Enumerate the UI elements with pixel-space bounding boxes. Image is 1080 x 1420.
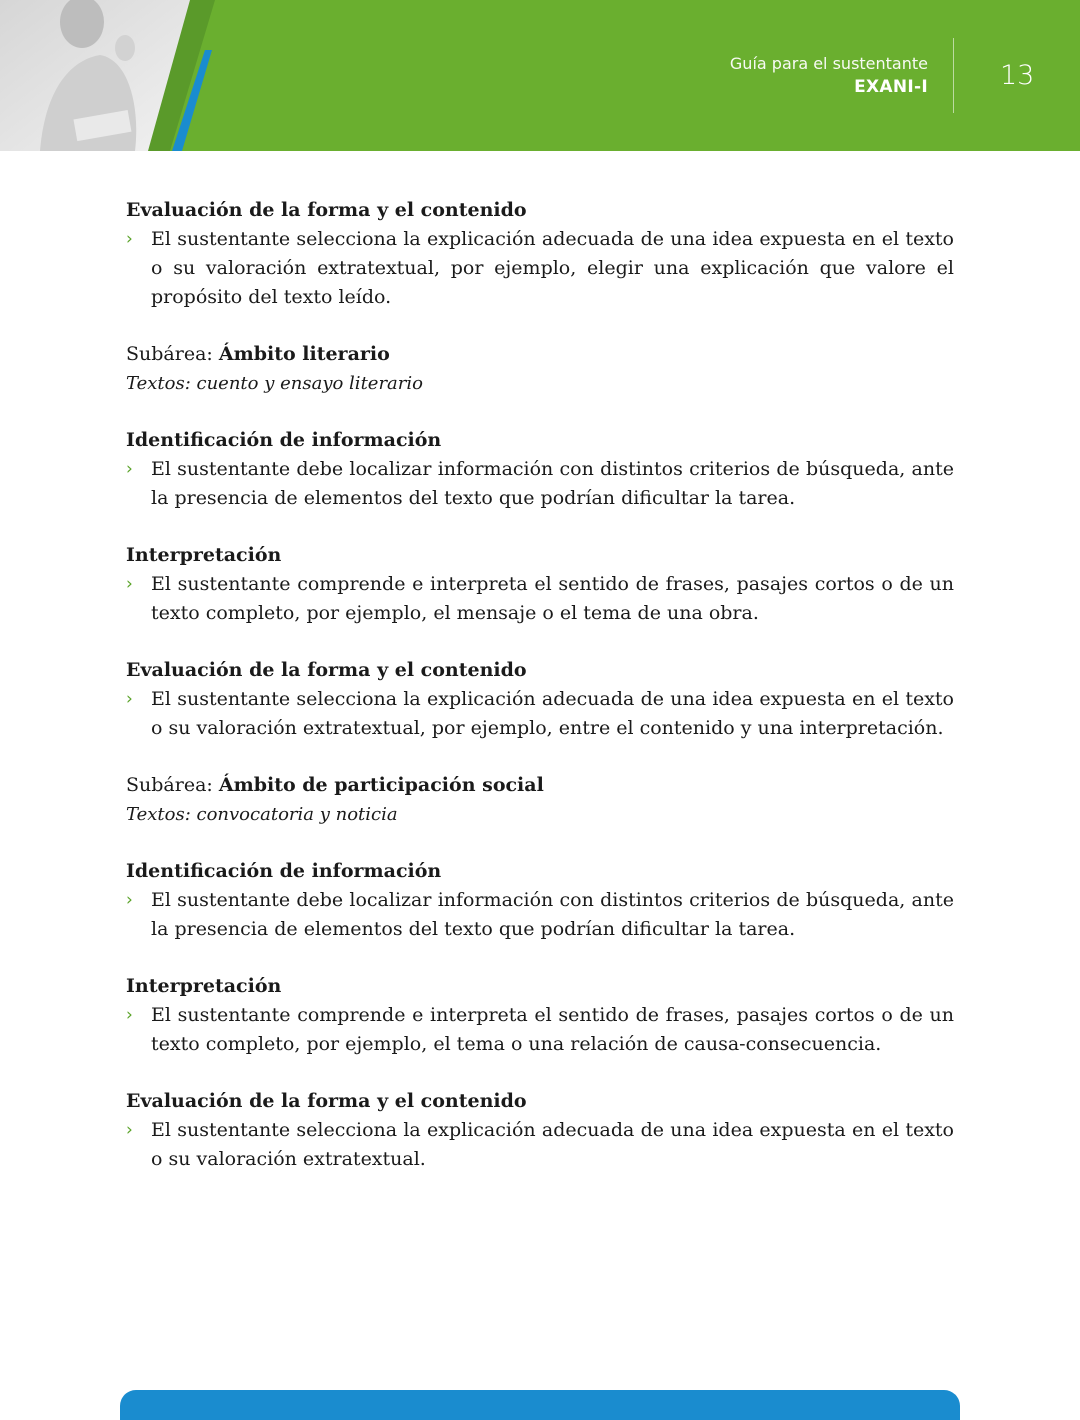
bullet-text: El sustentante debe localizar información con distintos criterios de búsqueda, ante la presencia de elementos del texto que podrían dificultar la tarea. [151, 458, 954, 509]
bullet-item [126, 225, 954, 312]
page-body [126, 196, 954, 1174]
chevron-right-icon: › [126, 1120, 133, 1140]
footer-bar [120, 1390, 960, 1420]
header-title-block [730, 54, 928, 97]
subarea-label: Subárea: [126, 343, 219, 365]
bullet-text: El sustentante comprende e interpreta el sentido de frases, pasajes cortos o de un texto completo, por ejemplo, el mensaje o el tema de una obra. [151, 573, 954, 624]
subarea-name: Ámbito literario [218, 343, 390, 365]
subarea-line [126, 771, 954, 800]
subarea-line [126, 340, 954, 369]
section-heading: Evaluación de la forma y el contenido [126, 659, 527, 681]
bullet-text: El sustentante selecciona la explicación adecuada de una idea expuesta en el texto o su valoración extratextual, por ejemplo, entre el contenido y una interpretación. [151, 688, 954, 739]
exam-name: EXANI-I [854, 77, 928, 97]
section-heading: Identificación de información [126, 429, 442, 451]
section-heading: Identificación de información [126, 860, 442, 882]
page-number: 13 [1000, 60, 1035, 91]
bullet-text: El sustentante debe localizar información con distintos criterios de búsqueda, ante la presencia de elementos del texto que podrían dificultar la tarea. [151, 889, 954, 940]
section-heading: Interpretación [126, 975, 282, 997]
bullet-text: El sustentante comprende e interpreta el sentido de frases, pasajes cortos o de un texto completo, por ejemplo, el tema o una relación de causa-consecuencia. [151, 1004, 954, 1055]
chevron-right-icon: › [126, 1005, 133, 1025]
bullet-item [126, 886, 954, 944]
subarea-texts: Textos: convocatoria y noticia [126, 804, 398, 825]
subarea-label: Subárea: [126, 774, 219, 796]
bullet-text: El sustentante selecciona la explicación adecuada de una idea expuesta en el texto o su valoración extratextual, por ejemplo, elegir una explicación que valore el propósito del texto leído. [151, 228, 954, 308]
chevron-right-icon: › [126, 459, 133, 479]
header-divider [953, 38, 954, 113]
section-heading: Evaluación de la forma y el contenido [126, 1090, 527, 1112]
bullet-item [126, 570, 954, 628]
bullet-item [126, 1116, 954, 1174]
page-header [0, 0, 1080, 151]
chevron-right-icon: › [126, 689, 133, 709]
bullet-item [126, 1001, 954, 1059]
section-heading: Interpretación [126, 544, 282, 566]
subarea-texts: Textos: cuento y ensayo literario [126, 373, 423, 394]
bullet-item [126, 455, 954, 513]
chevron-right-icon: › [126, 574, 133, 594]
bullet-text: El sustentante selecciona la explicación adecuada de una idea expuesta en el texto o su valoración extratextual. [151, 1119, 954, 1170]
header-photo [0, 0, 230, 151]
chevron-right-icon: › [126, 229, 133, 249]
section-heading: Evaluación de la forma y el contenido [126, 199, 527, 221]
chevron-right-icon: › [126, 890, 133, 910]
subarea-name: Ámbito de participación social [218, 774, 544, 796]
guide-title: Guía para el sustentante [729, 54, 928, 73]
bullet-item [126, 685, 954, 743]
